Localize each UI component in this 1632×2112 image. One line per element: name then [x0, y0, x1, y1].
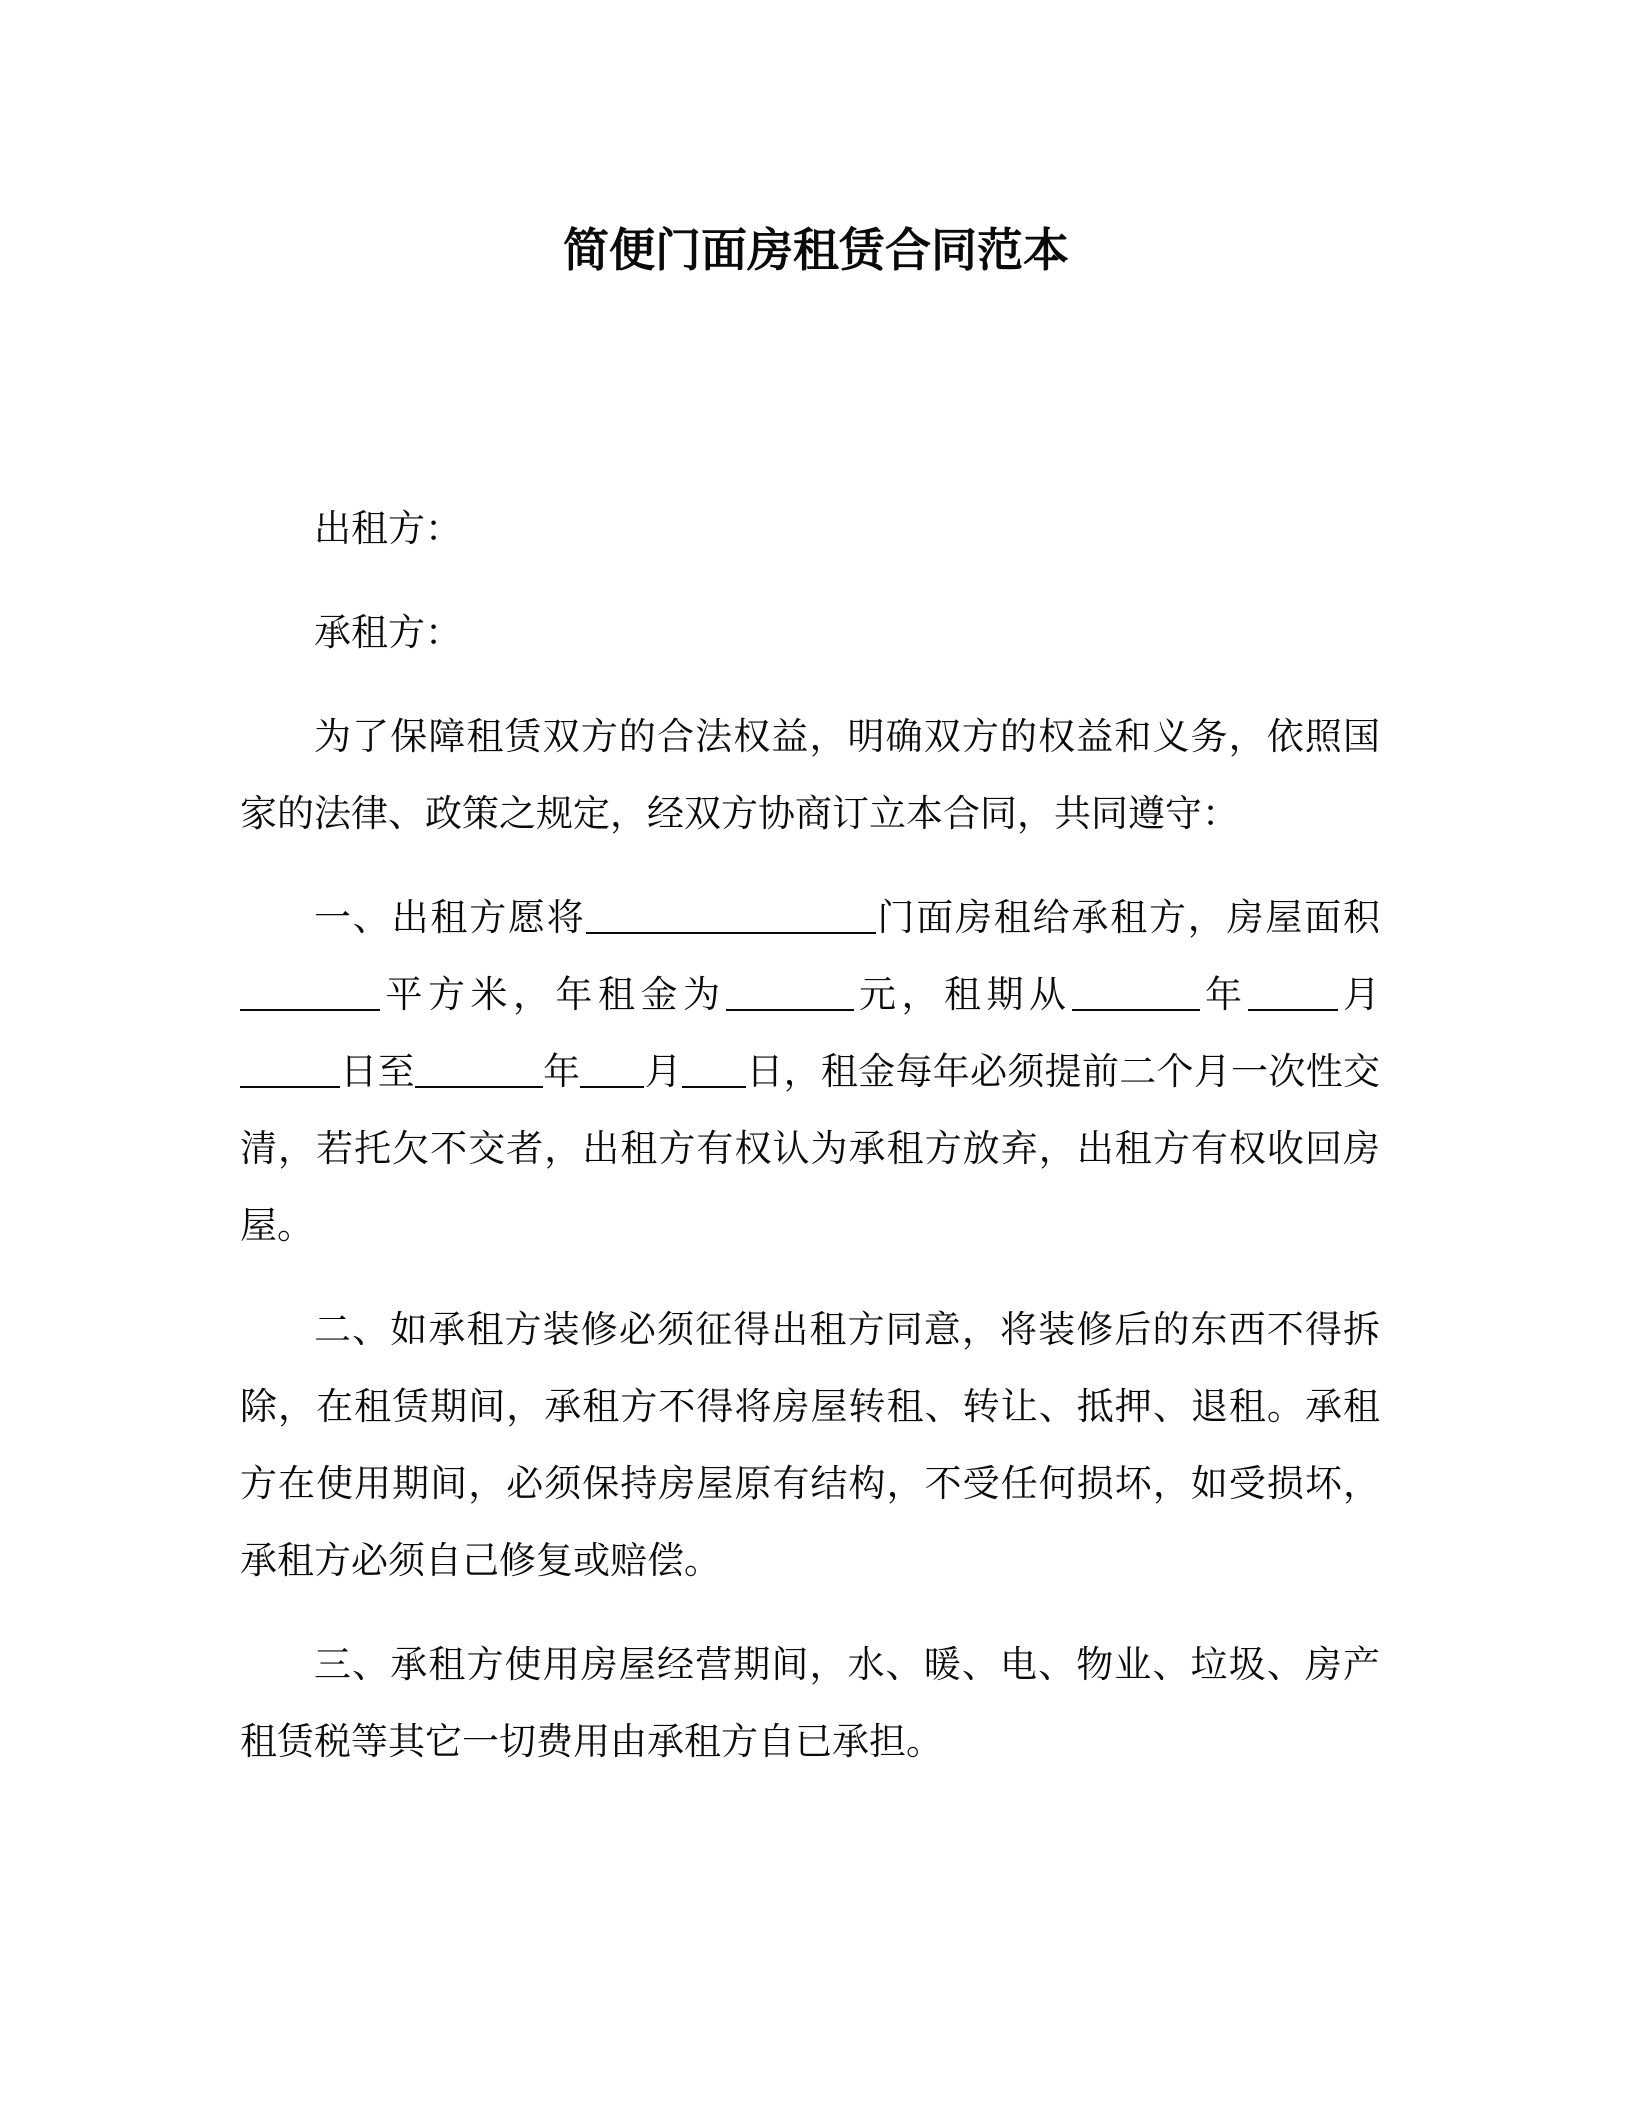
clause-1-text: 月: [1337, 973, 1380, 1016]
lessee-label: 承租方：: [314, 611, 462, 654]
clause-1-text: 日至: [340, 1050, 415, 1093]
premises-location-blank[interactable]: [586, 898, 876, 934]
clause-1-text: 元，租期从: [853, 973, 1072, 1016]
start-day-blank[interactable]: [240, 1052, 340, 1088]
lessor-field: [240, 490, 1380, 567]
document-title: 简便门面房租赁合同范本: [563, 223, 1069, 277]
clause-1-text: 年: [542, 1050, 581, 1093]
annual-rent-blank[interactable]: [726, 975, 854, 1011]
start-month-blank[interactable]: [1248, 975, 1338, 1011]
end-year-blank[interactable]: [415, 1052, 543, 1088]
clause-1-text: 年: [1199, 973, 1248, 1016]
clause-1-text: 日，租金每年必须提前二个月一次性交清，若托欠不交者，出租方有权认为承租方放弃，出租方有权收回房屋。: [240, 1050, 1381, 1247]
clause-1-text: 月: [644, 1050, 683, 1093]
clause-1-text: 平方米，年租金为: [380, 973, 726, 1016]
clause-2-paragraph: 二、如承租方装修必须征得出租方同意，将装修后的东西不得拆除，在租赁期间，承租方不得将房屋转租、转让、抵押、退租。承租方在使用期间，必须保持房屋原有结构，不受任何损坏，如受损坏，承租方必须自己修复或赔偿。: [240, 1308, 1380, 1582]
lessee-field: [240, 594, 1380, 671]
clause-1-text: 门面房租给承租方，房屋面积: [875, 896, 1381, 939]
preamble-paragraph: 为了保障租赁双方的合法权益，明确双方的权益和义务，依照国家的法律、政策之规定，经双方协商订立本合同，共同遵守：: [240, 715, 1380, 835]
area-blank[interactable]: [240, 975, 380, 1011]
lessor-label: 出租方：: [314, 507, 462, 550]
start-year-blank[interactable]: [1072, 975, 1200, 1011]
end-month-blank[interactable]: [580, 1052, 644, 1088]
clause-1-paragraph: [240, 879, 1380, 1264]
document-body: [240, 490, 1380, 1780]
clause-3-paragraph: 三、承租方使用房屋经营期间，水、暖、电、物业、垃圾、房产租赁税等其它一切费用由承租方自已承担。: [240, 1643, 1380, 1763]
clause-1-text: 一、出租方愿将: [314, 896, 586, 939]
end-day-blank[interactable]: [682, 1052, 746, 1088]
